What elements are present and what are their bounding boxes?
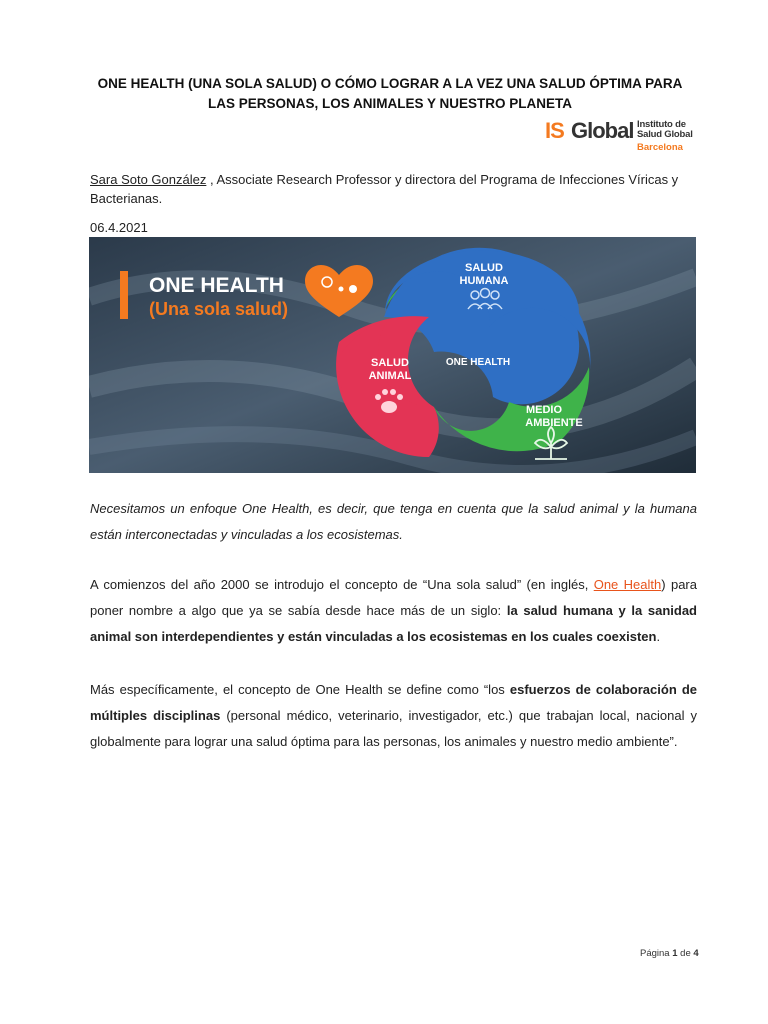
page-number: Página 1 de 4 — [640, 948, 699, 959]
publication-date: 06.4.2021 — [90, 220, 148, 235]
history-paragraph: A comienzos del año 2000 se introdujo el concepto de “Una sola salud” (en inglés, One Health) para poner nombre a algo que ya se sabía desde hace más de un siglo: la salud humana y la sanidad animal son interdependientes y están vinculadas a los ecosistemas en los cuales coexisten. — [90, 577, 697, 644]
svg-text:MEDIO: MEDIO — [525, 404, 563, 416]
banner-graphic — [89, 237, 696, 473]
author-role: , Associate Research Professor y directora del Programa de Infecciones Víricas y Bacterianas. — [90, 172, 679, 206]
svg-text:ANIMAL: ANIMAL — [368, 370, 412, 382]
logo-suffix: Global — [571, 118, 634, 143]
definition-paragraph: Más específicamente, el concepto de One Health se define como “los esfuerzos de colaboración de múltiples disciplinas (personal médico, veterinario, investigador, etc.) que trabajan local, nacional y globalmente para lograr una salud óptima para las personas, los animales y nuestro medio ambiente”. — [90, 682, 698, 749]
isglobal-logo — [545, 116, 705, 156]
author-line — [90, 170, 690, 208]
one-health-banner — [89, 237, 696, 473]
heading-accent-bar — [120, 271, 128, 319]
animal-health-label — [369, 357, 412, 382]
author-name-link[interactable]: Sara Soto González — [90, 172, 207, 187]
banner-subheading: (Una sola salud) — [149, 299, 289, 319]
center-label: ONE HEALTH — [445, 357, 511, 368]
document-title: ONE HEALTH (UNA SOLA SALUD) O CÓMO LOGRAR A LA VEZ UNA SALUD ÓPTIMA PARA LAS PERSONAS, LOS ANIMALES Y NUESTRO PLANETA — [97, 76, 683, 111]
intro-paragraph: Necesitamos un enfoque One Health, es decir, que tenga en cuenta que la salud animal y la humana están interconectadas y vinculadas a los ecosistemas. — [90, 501, 697, 542]
one-health-link[interactable]: One Health — [593, 577, 662, 592]
svg-text:SALUD: SALUD — [465, 262, 503, 274]
logo-subtitle: Instituto de Salud Global — [637, 119, 693, 140]
logo-prefix: IS — [545, 118, 564, 143]
svg-text:HUMANA: HUMANA — [459, 275, 509, 287]
svg-text:AMBIENTE: AMBIENTE — [525, 417, 583, 429]
banner-heading: ONE HEALTH — [149, 274, 284, 297]
human-health-label — [460, 262, 509, 287]
logo-city: Barcelona — [637, 142, 683, 153]
svg-text:SALUD: SALUD — [371, 357, 409, 369]
